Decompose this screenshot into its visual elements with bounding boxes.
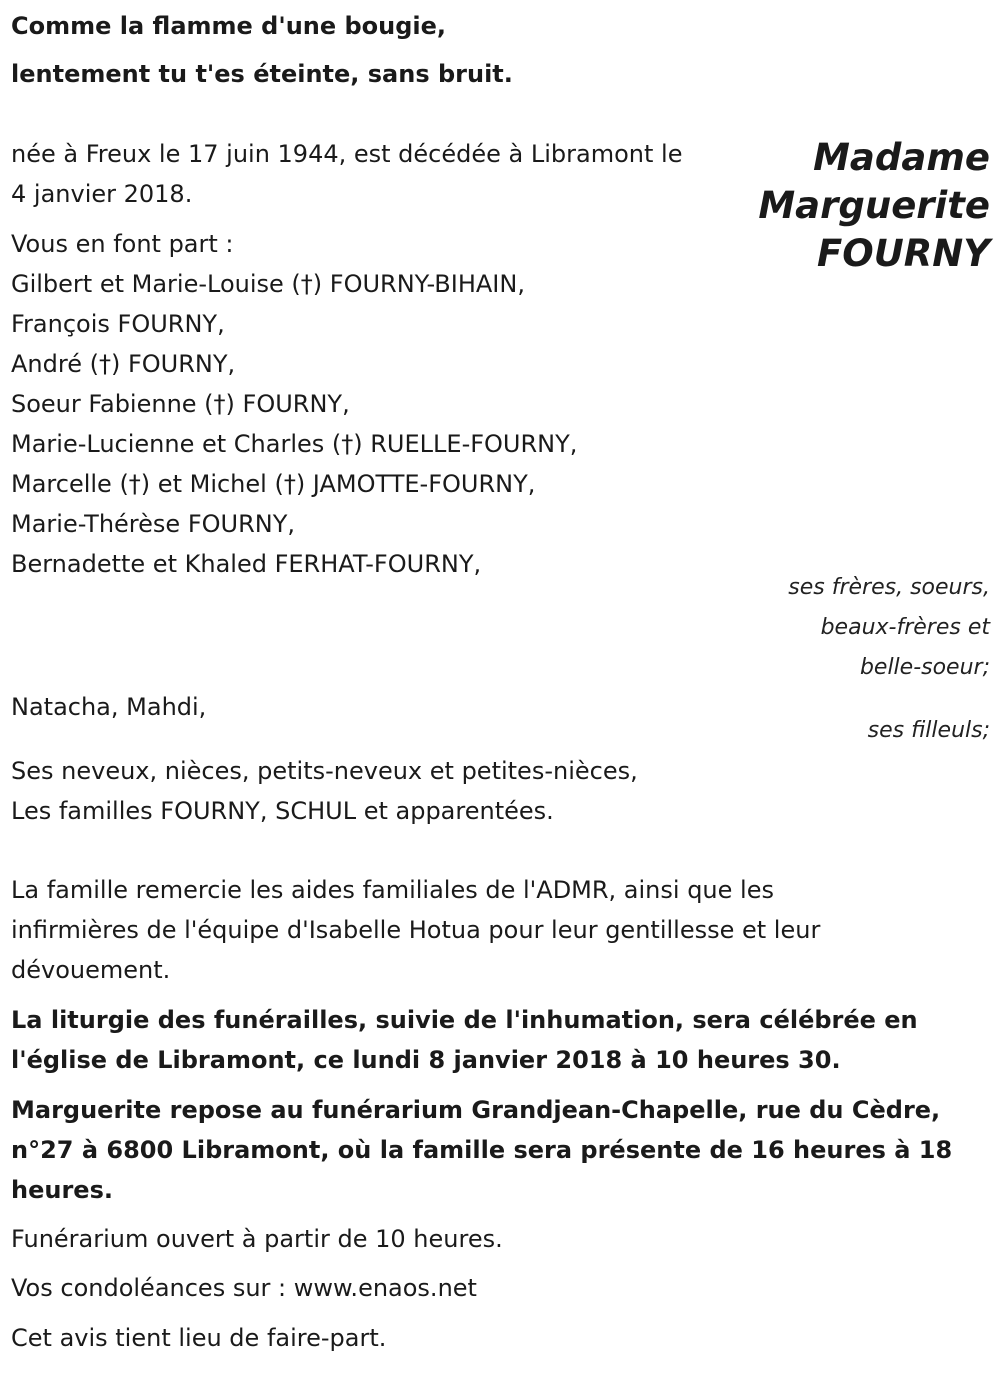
extended-family-line-2: Les familles FOURNY, SCHUL et apparentées.	[11, 797, 554, 825]
family-member: François FOURNY,	[11, 310, 225, 338]
family-member: Gilbert et Marie-Louise (†) FOURNY-BIHAIN,	[11, 270, 525, 298]
repose-line-3: heures.	[11, 1176, 113, 1204]
extended-family-line-1: Ses neveux, nièces, petits-neveux et petites-nièces,	[11, 757, 638, 785]
notice-text: Cet avis tient lieu de faire-part.	[11, 1324, 387, 1352]
family-member: Bernadette et Khaled FERHAT-FOURNY,	[11, 550, 482, 578]
thanks-line-1: La famille remercie les aides familiales de l'ADMR, ainsi que les	[11, 876, 774, 904]
birth-death-line-2: 4 janvier 2018.	[11, 180, 193, 208]
deceased-last-name: FOURNY	[816, 232, 990, 275]
thanks-line-3: dévouement.	[11, 956, 171, 984]
deceased-title: Madame	[813, 136, 990, 179]
family-member: Soeur Fabienne (†) FOURNY,	[11, 390, 350, 418]
family-member: André (†) FOURNY,	[11, 350, 236, 378]
relation-siblings-line-1: ses frères, soeurs,	[788, 575, 990, 600]
relation-godchildren: ses filleuls;	[867, 718, 990, 743]
intro-text: Vous en font part :	[11, 230, 234, 258]
family-member: Marcelle (†) et Michel (†) JAMOTTE-FOURNY,	[11, 470, 536, 498]
family-member: Marie-Thérèse FOURNY,	[11, 510, 295, 538]
liturgy-line-2: l'église de Libramont, ce lundi 8 janvier 2018 à 10 heures 30.	[11, 1046, 841, 1074]
condolences-text: Vos condoléances sur : www.enaos.net	[11, 1274, 477, 1302]
thanks-line-2: infirmières de l'équipe d'Isabelle Hotua pour leur gentillesse et leur	[11, 916, 821, 944]
epigraph-line-2: lentement tu t'es éteinte, sans bruit.	[11, 60, 513, 88]
funerarium-hours: Funérarium ouvert à partir de 10 heures.	[11, 1225, 503, 1253]
birth-death-line-1: née à Freux le 17 juin 1944, est décédée à Libramont le	[11, 140, 683, 168]
godchildren-names: Natacha, Mahdi,	[11, 693, 207, 721]
deceased-first-name: Marguerite	[758, 184, 990, 227]
repose-line-1: Marguerite repose au funérarium Grandjean-Chapelle, rue du Cèdre,	[11, 1096, 941, 1124]
family-member: Marie-Lucienne et Charles (†) RUELLE-FOURNY,	[11, 430, 578, 458]
repose-line-2: n°27 à 6800 Libramont, où la famille sera présente de 16 heures à 18	[11, 1136, 953, 1164]
liturgy-line-1: La liturgie des funérailles, suivie de l'inhumation, sera célébrée en	[11, 1006, 918, 1034]
epigraph-line-1: Comme la flamme d'une bougie,	[11, 12, 447, 40]
relation-siblings-line-3: belle-soeur;	[859, 655, 990, 680]
relation-siblings-line-2: beaux-frères et	[820, 615, 990, 640]
